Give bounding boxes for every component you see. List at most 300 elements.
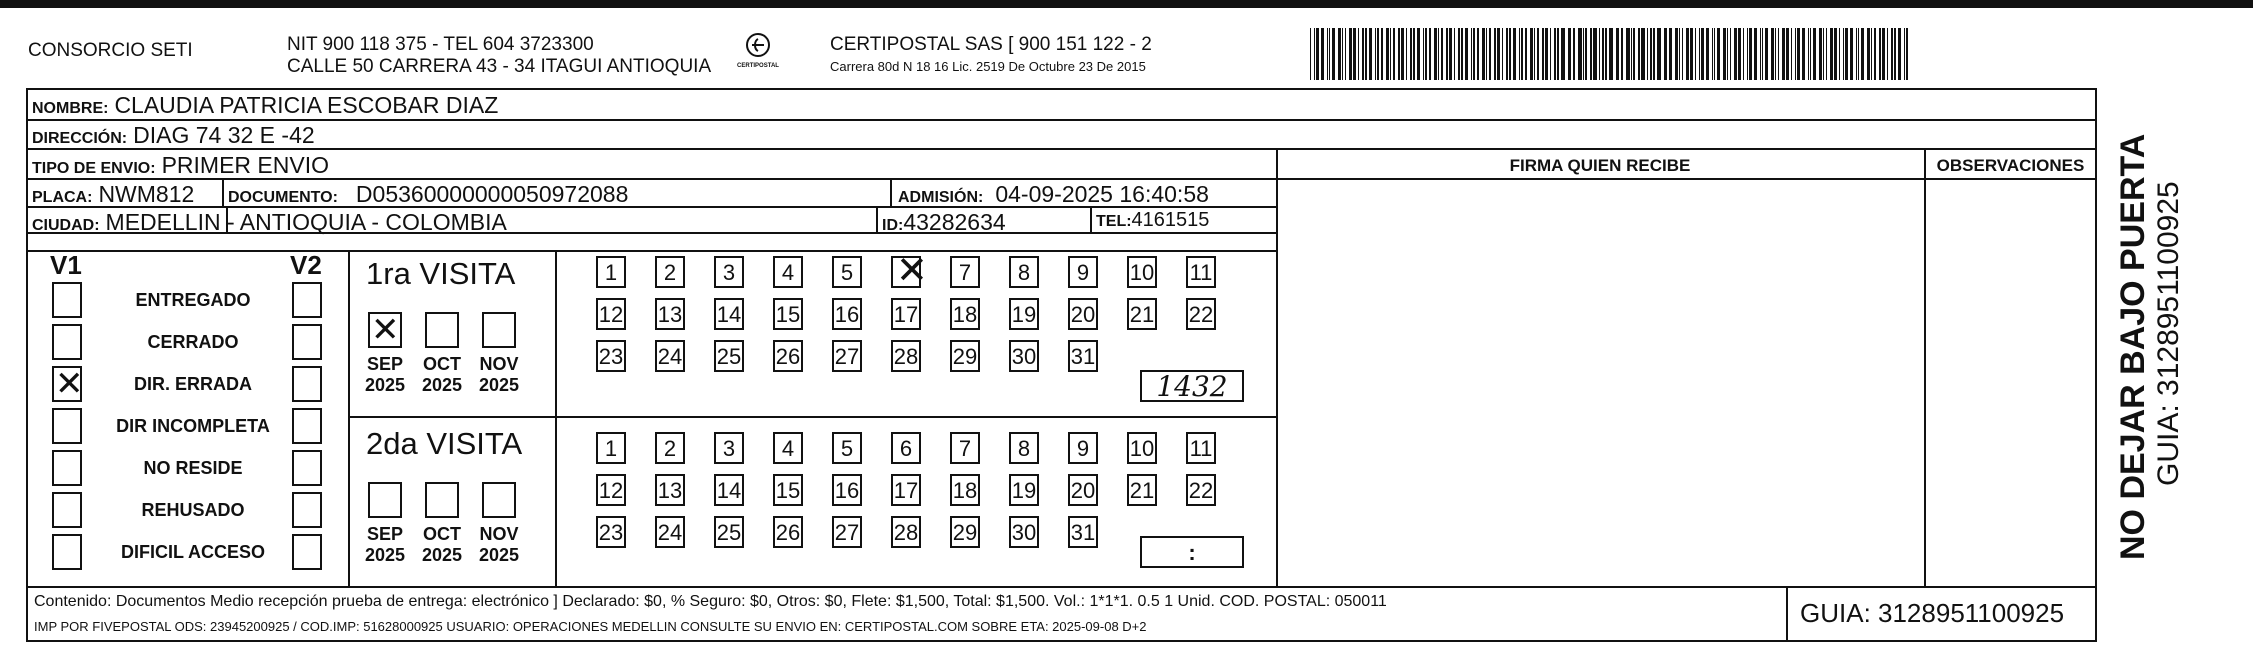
barcode-bar <box>1429 28 1431 80</box>
barcode-bar <box>1638 28 1640 80</box>
id-label: ID: <box>882 217 904 234</box>
month-checkbox[interactable] <box>368 482 402 518</box>
barcode-bar <box>1786 28 1789 80</box>
barcode-bar <box>1482 28 1485 80</box>
id-value: 43282634 <box>903 209 1006 235</box>
top-border <box>0 0 2253 8</box>
barcode-bar <box>1545 28 1548 80</box>
barcode-bar <box>1823 28 1824 80</box>
nombre-row <box>32 92 498 119</box>
barcode-bar <box>1599 28 1600 80</box>
day-box[interactable]: 14 <box>714 298 744 330</box>
divider <box>1276 148 1278 586</box>
barcode-bar <box>1461 28 1463 80</box>
barcode-bar <box>1423 28 1424 80</box>
barcode-bar <box>1593 28 1596 80</box>
barcode-bar <box>1590 28 1592 80</box>
barcode-bar <box>1473 28 1475 80</box>
day-box[interactable]: 28 <box>891 516 921 548</box>
barcode-bar <box>1665 28 1667 80</box>
barcode-bar <box>1497 28 1500 80</box>
documento-value: D05360000000050972088 <box>355 181 629 207</box>
barcode-bar <box>1393 28 1395 80</box>
barcode-bar <box>1714 28 1716 80</box>
barcode-bar <box>1386 28 1389 80</box>
divider <box>1924 148 1926 586</box>
day-box[interactable]: 26 <box>773 340 803 372</box>
day-box[interactable]: 1 <box>596 432 626 464</box>
day-box[interactable]: 16 <box>832 298 862 330</box>
divider <box>348 250 350 586</box>
day-box[interactable]: 7 <box>950 432 980 464</box>
day-box[interactable]: 27 <box>832 340 862 372</box>
v2-checkbox[interactable] <box>292 534 322 570</box>
day-box[interactable]: 30 <box>1009 340 1039 372</box>
day-box[interactable]: 10 <box>1127 256 1157 288</box>
day-box[interactable]: 18 <box>950 298 980 330</box>
day-box[interactable]: 31 <box>1068 516 1098 548</box>
day-box[interactable]: 11 <box>1186 256 1216 288</box>
month-label <box>362 354 408 396</box>
month-name: SEP <box>366 354 404 374</box>
barcode-bar <box>1583 28 1584 80</box>
month-checkbox[interactable] <box>482 312 516 348</box>
month-name: OCT <box>423 524 461 544</box>
signature-area[interactable] <box>1282 182 1918 582</box>
barcode-bar <box>1834 28 1837 80</box>
barcode-bar <box>1465 28 1468 80</box>
day-box[interactable]: 25 <box>714 516 744 548</box>
barcode-bar <box>1647 28 1648 80</box>
month-label <box>476 354 522 396</box>
v1-checkbox[interactable] <box>52 450 82 486</box>
barcode-bar <box>1867 28 1870 80</box>
ciudad-value: MEDELLIN - ANTIOQUIA - COLOMBIA <box>105 209 507 235</box>
barcode-bar <box>1521 28 1523 80</box>
month-year: 2025 <box>421 375 463 395</box>
day-box[interactable]: 22 <box>1186 474 1216 506</box>
day-box[interactable]: 13 <box>655 474 685 506</box>
nombre-label: NOMBRE: <box>32 100 109 117</box>
barcode-bar <box>1830 28 1832 80</box>
month-name: OCT <box>423 354 461 374</box>
barcode-bar <box>1310 28 1311 80</box>
barcode-bar <box>1425 28 1427 80</box>
footer-guia: GUIA: 3128951100925 <box>1800 598 2065 628</box>
day-box[interactable]: 20 <box>1068 474 1098 506</box>
barcode-bar <box>1349 28 1351 80</box>
status-option-label: REHUSADO <box>141 500 245 520</box>
no-dejar-notice: NO DEJAR BAJO PUERTA <box>2114 133 2152 560</box>
day-box[interactable]: 2 <box>655 256 685 288</box>
barcode-bar <box>1695 28 1696 80</box>
day-box[interactable]: 12 <box>596 298 626 330</box>
barcode-bar <box>1795 28 1797 80</box>
month-label <box>419 354 465 396</box>
day-box[interactable]: 11 <box>1186 432 1216 464</box>
barcode-bar <box>1585 28 1587 80</box>
barcode-bar <box>1369 28 1372 80</box>
barcode-bar <box>1653 28 1655 80</box>
barcode-bar <box>1321 28 1324 80</box>
placa-value: NWM812 <box>98 181 195 207</box>
barcode-bar <box>1417 28 1420 80</box>
barcode-bar <box>1458 28 1460 80</box>
barcode-bar <box>1342 28 1343 80</box>
barcode-bar <box>1568 28 1569 80</box>
day-box[interactable]: 23 <box>596 340 626 372</box>
observations-area[interactable] <box>1930 182 2090 582</box>
admision-row <box>898 181 1209 208</box>
barcode-bar <box>1377 28 1379 80</box>
day-box[interactable]: 18 <box>950 474 980 506</box>
day-box[interactable]: 8 <box>1009 256 1039 288</box>
barcode-bar <box>1839 28 1840 80</box>
status-option-label: DIFICIL ACCESO <box>120 542 265 562</box>
barcode-bar <box>1486 28 1487 80</box>
day-box[interactable]: 14 <box>714 474 744 506</box>
month-checkbox[interactable] <box>425 312 459 348</box>
barcode-bar <box>1782 28 1784 80</box>
day-box[interactable]: 24 <box>655 340 685 372</box>
barcode-bar <box>1398 28 1400 80</box>
tel-value: 4161515 <box>1131 209 1210 231</box>
day-box[interactable]: 12 <box>596 474 626 506</box>
barcode-bar <box>1454 28 1455 80</box>
barcode-bar <box>1605 28 1607 80</box>
day-box[interactable]: 21 <box>1127 298 1157 330</box>
certipostal-logo <box>728 32 788 69</box>
direccion-label: DIRECCIÓN: <box>32 130 128 147</box>
barcode-bar <box>1675 28 1678 80</box>
day-box[interactable]: 24 <box>655 516 685 548</box>
status-option-label: DIR INCOMPLETA <box>116 416 270 436</box>
divider <box>26 178 2097 180</box>
tel-label: TEL: <box>1096 213 1132 230</box>
barcode-bar <box>1390 28 1391 80</box>
divider <box>26 119 2097 121</box>
month-name: SEP <box>366 524 404 544</box>
month-checkbox[interactable] <box>425 482 459 518</box>
barcode-bar <box>1519 28 1520 80</box>
barcode-bar <box>1641 28 1644 80</box>
barcode-bar <box>1808 28 1809 80</box>
month-checkbox[interactable] <box>482 482 516 518</box>
v2-checkbox[interactable] <box>292 450 322 486</box>
barcode-bar <box>1701 28 1703 80</box>
barcode-bar <box>1856 28 1857 80</box>
divider <box>26 148 2097 150</box>
visit1-time[interactable]: 1432 <box>1140 370 1244 402</box>
barcode-bar <box>1561 28 1564 80</box>
month-label <box>419 524 465 566</box>
barcode-bar <box>1679 28 1680 80</box>
month-label <box>362 524 408 566</box>
day-box[interactable]: 17 <box>891 474 921 506</box>
day-box[interactable]: 5 <box>832 432 862 464</box>
barcode-bar <box>1843 28 1845 80</box>
barcode-bar <box>1537 28 1539 80</box>
barcode-bar <box>1329 28 1331 80</box>
day-box[interactable]: 3 <box>714 432 744 464</box>
v2-checkbox[interactable] <box>292 282 322 318</box>
barcode-bar <box>1717 28 1719 80</box>
day-box[interactable]: 16 <box>832 474 862 506</box>
barcode-bar <box>1778 28 1780 80</box>
status-option-label: ENTREGADO <box>135 290 251 310</box>
month-name: NOV <box>479 524 519 544</box>
day-box[interactable]: 30 <box>1009 516 1039 548</box>
day-box[interactable]: 15 <box>773 298 803 330</box>
barcode-bar <box>1446 28 1448 80</box>
barcode-bar <box>1609 28 1612 80</box>
logo-icon <box>743 32 773 58</box>
day-box[interactable]: 31 <box>1068 340 1098 372</box>
barcode-bar <box>1850 28 1853 80</box>
day-box[interactable]: 21 <box>1127 474 1157 506</box>
company-name: CONSORCIO SETI <box>28 40 193 61</box>
v1-checkbox[interactable] <box>52 324 82 360</box>
barcode-bar <box>1727 28 1728 80</box>
barcode-bar <box>1358 28 1359 80</box>
barcode-bar <box>1413 28 1415 80</box>
direccion-row <box>32 122 315 149</box>
day-box[interactable]: 7 <box>950 256 980 288</box>
v2-checkbox[interactable] <box>292 408 322 444</box>
footer-imp: IMP POR FIVEPOSTAL ODS: 23945200925 / COD.IMP: 51628000925 USUARIO: OPERACIONES MEDELLIN CONSULTE SU ENVIO EN: CERTIPOSTAL.COM SOBRE ETA: 2025-09-08 D+2 <box>34 619 1147 634</box>
day-box[interactable]: 9 <box>1068 256 1098 288</box>
visit2-time[interactable]: : <box>1140 536 1244 568</box>
day-box[interactable]: 6 <box>891 432 921 464</box>
license-line: Carrera 80d N 18 16 Lic. 2519 De Octubre 23 De 2015 <box>830 59 1146 74</box>
barcode-bar <box>1686 28 1688 80</box>
day-box[interactable]: 25 <box>714 340 744 372</box>
barcode-bar <box>1557 28 1559 80</box>
barcode-bar <box>1734 28 1736 80</box>
barcode-bar <box>1509 28 1511 80</box>
admision-label: ADMISIÓN: <box>898 189 984 206</box>
barcode-bar <box>1530 28 1533 80</box>
day-box[interactable]: 19 <box>1009 298 1039 330</box>
status-option-label: DIR. ERRADA <box>133 374 252 394</box>
barcode-bar <box>1797 28 1799 80</box>
barcode-bar <box>1617 28 1619 80</box>
footer-content: Contenido: Documentos Medio recepción prueba de entrega: electrónico ] Declarado: $0, % Seguro: $0, Otros: $0, Flete: $1,500, Total: $1,500. Vol.: 1*1*1. 0.5 1 Unid. COD. POSTAL: 050011 <box>34 593 1387 610</box>
barcode-bar <box>1762 28 1764 80</box>
v2-checkbox[interactable] <box>292 366 322 402</box>
barcode-bar <box>1882 28 1885 80</box>
divider <box>1786 586 1788 642</box>
barcode-bar <box>1550 28 1551 80</box>
barcode-bar <box>1891 28 1893 80</box>
barcode-bar <box>1898 28 1901 80</box>
status-option-label: CERRADO <box>147 332 239 352</box>
barcode-bar <box>1664 28 1665 80</box>
v1-checkbox[interactable] <box>52 408 82 444</box>
firma-header: FIRMA QUIEN RECIBE <box>1509 156 1691 175</box>
barcode-bar <box>1441 28 1443 80</box>
ciudad-row <box>32 209 507 236</box>
barcode-bar <box>1616 28 1617 80</box>
v1-checkbox[interactable] <box>52 534 82 570</box>
month-name: NOV <box>479 354 519 374</box>
barcode-bar <box>1887 28 1888 80</box>
divider <box>348 416 1276 418</box>
barcode-bar <box>1765 28 1767 80</box>
month-year: 2025 <box>421 545 463 565</box>
certipostal-line: CERTIPOSTAL SAS [ 900 151 122 - 2 <box>830 34 1152 55</box>
barcode-bar <box>1813 28 1815 80</box>
divider <box>1090 206 1092 232</box>
barcode-bar <box>1502 28 1503 80</box>
month-checkbox[interactable] <box>368 312 402 348</box>
barcode-bar <box>1494 28 1496 80</box>
visit1-title: 1ra VISITA <box>366 256 516 291</box>
divider <box>26 250 1276 252</box>
barcode-bar <box>1506 28 1508 80</box>
barcode-bar <box>1477 28 1479 80</box>
day-box[interactable]: 2 <box>655 432 685 464</box>
barcode-bar <box>1690 28 1693 80</box>
day-box[interactable]: 8 <box>1009 432 1039 464</box>
barcode-bar <box>1573 28 1575 80</box>
barcode-bar <box>1401 28 1404 80</box>
day-box[interactable]: 13 <box>655 298 685 330</box>
placa-row <box>32 181 194 208</box>
barcode-bar <box>1826 28 1828 80</box>
barcode <box>1310 28 1910 80</box>
day-box[interactable]: 29 <box>950 516 980 548</box>
status-option-label: NO RESIDE <box>143 458 243 478</box>
day-box[interactable]: 15 <box>773 474 803 506</box>
barcode-bar <box>1738 28 1741 80</box>
barcode-bar <box>1489 28 1491 80</box>
barcode-bar <box>1554 28 1556 80</box>
barcode-bar <box>1525 28 1527 80</box>
barcode-bar <box>1760 28 1761 80</box>
nombre-value: CLAUDIA PATRICIA ESCOBAR DIAZ <box>114 92 499 118</box>
barcode-bar <box>1845 28 1847 80</box>
barcode-bar <box>1534 28 1535 80</box>
barcode-bar <box>1449 28 1452 80</box>
barcode-bar <box>1314 28 1316 80</box>
barcode-bar <box>1775 28 1776 80</box>
barcode-bar <box>1791 28 1792 80</box>
barcode-bar <box>1858 28 1860 80</box>
barcode-bar <box>1626 28 1629 80</box>
barcode-bar <box>1650 28 1652 80</box>
barcode-bar <box>1749 28 1751 80</box>
day-box[interactable] <box>891 256 921 288</box>
barcode-bar <box>1471 28 1472 80</box>
divider <box>555 250 557 586</box>
id-row <box>882 209 1006 236</box>
day-box[interactable]: 23 <box>596 516 626 548</box>
divider <box>876 206 878 232</box>
barcode-bar <box>1657 28 1660 80</box>
day-box[interactable]: 4 <box>773 256 803 288</box>
v1-checkbox[interactable] <box>52 282 82 318</box>
tipo-label: TIPO DE ENVIO: <box>32 160 156 177</box>
barcode-bar <box>1874 28 1876 80</box>
day-box[interactable]: 26 <box>773 516 803 548</box>
barcode-bar <box>1861 28 1863 80</box>
barcode-bar <box>1410 28 1412 80</box>
barcode-bar <box>1375 28 1376 80</box>
barcode-bar <box>1338 28 1341 80</box>
barcode-bar <box>1810 28 1812 80</box>
day-box[interactable]: 10 <box>1127 432 1157 464</box>
v2-checkbox[interactable] <box>292 492 322 528</box>
day-box[interactable]: 3 <box>714 256 744 288</box>
month-year: 2025 <box>364 545 406 565</box>
v1-checkbox[interactable] <box>52 492 82 528</box>
barcode-bar <box>1365 28 1367 80</box>
nit-line: NIT 900 118 375 - TEL 604 3723300 <box>287 34 594 55</box>
barcode-bar <box>1542 28 1544 80</box>
v1-label: V1 <box>50 250 82 280</box>
day-box[interactable]: 5 <box>832 256 862 288</box>
barcode-bar <box>1699 28 1701 80</box>
barcode-bar <box>1819 28 1822 80</box>
day-box[interactable]: 27 <box>832 516 862 548</box>
barcode-bar <box>1802 28 1805 80</box>
visit2-title: 2da VISITA <box>366 426 523 461</box>
v2-checkbox[interactable] <box>292 324 322 360</box>
day-box[interactable]: 9 <box>1068 432 1098 464</box>
address-line: CALLE 50 CARRERA 43 - 34 ITAGUI ANTIOQUIA <box>287 56 712 77</box>
day-box[interactable]: 29 <box>950 340 980 372</box>
month-year: 2025 <box>478 375 520 395</box>
day-box[interactable]: 20 <box>1068 298 1098 330</box>
barcode-bar <box>1353 28 1356 80</box>
barcode-bar <box>1754 28 1757 80</box>
barcode-bar <box>1316 28 1318 80</box>
barcode-bar <box>1332 28 1334 80</box>
barcode-bar <box>1723 28 1726 80</box>
day-box[interactable]: 17 <box>891 298 921 330</box>
barcode-bar <box>1327 28 1328 80</box>
v1-checkbox[interactable] <box>52 366 82 402</box>
barcode-bar <box>1345 28 1347 80</box>
day-box[interactable]: 19 <box>1009 474 1039 506</box>
barcode-bar <box>1621 28 1623 80</box>
day-box[interactable]: 1 <box>596 256 626 288</box>
barcode-bar <box>1871 28 1872 80</box>
day-box[interactable]: 4 <box>773 432 803 464</box>
day-box[interactable]: 28 <box>891 340 921 372</box>
barcode-bar <box>1434 28 1437 80</box>
logo-text: CERTIPOSTAL <box>737 63 779 69</box>
month-label <box>476 524 522 566</box>
barcode-bar <box>1879 28 1881 80</box>
direccion-value: DIAG 74 32 E -42 <box>133 122 315 148</box>
ciudad-label: CIUDAD: <box>32 217 100 234</box>
barcode-bar <box>1381 28 1383 80</box>
tel-row <box>1096 209 1209 232</box>
documento-row <box>228 181 628 208</box>
admision-value: 04-09-2025 16:40:58 <box>995 181 1209 207</box>
barcode-bar <box>1569 28 1571 80</box>
documento-label: DOCUMENTO: <box>228 189 338 206</box>
barcode-bar <box>1730 28 1732 80</box>
tipo-row <box>32 152 329 179</box>
barcode-bar <box>1406 28 1407 80</box>
barcode-bar <box>1904 28 1905 80</box>
barcode-bar <box>1743 28 1744 80</box>
day-box[interactable]: 22 <box>1186 298 1216 330</box>
barcode-bar <box>1633 28 1635 80</box>
